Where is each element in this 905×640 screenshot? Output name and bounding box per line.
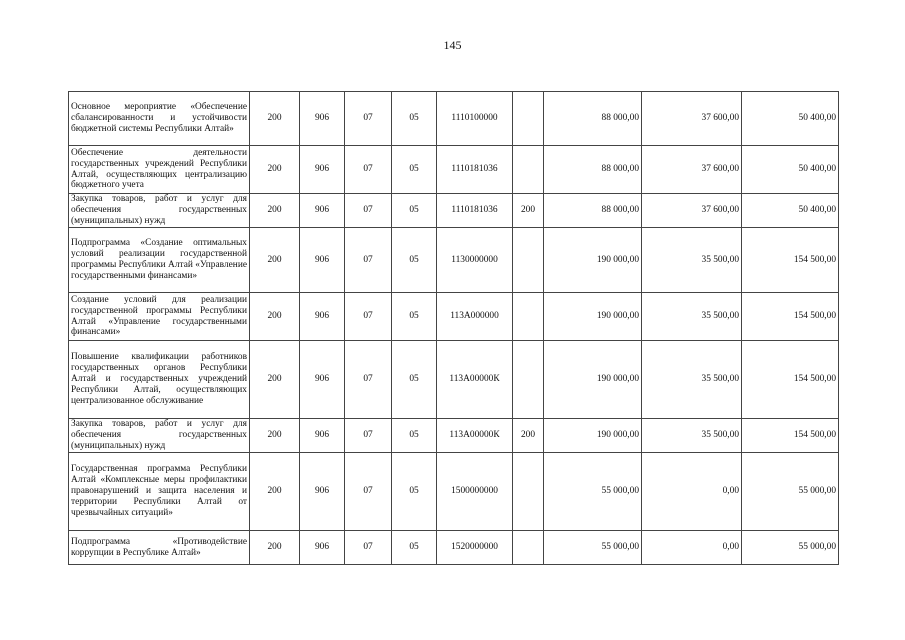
row-code-cell: 200 <box>250 146 300 194</box>
row-target-code-cell: 113А000000 <box>437 293 513 341</box>
row-target-code-cell: 1130000000 <box>437 228 513 293</box>
row-name-cell: Закупка товаров, работ и услуг для обеспечения государственных (муниципальных) нужд <box>69 419 250 453</box>
row-expense-type-cell: 200 <box>513 194 544 228</box>
page-number: 145 <box>443 38 462 52</box>
row-name-cell: Обеспечение деятельности государственных учреждений Республики Алтай, осуществляющих централизацию бюджетного учета <box>69 146 250 194</box>
row-amount-change-cell: 37 600,00 <box>642 146 742 194</box>
row-ministry-cell: 906 <box>300 341 345 419</box>
row-section-cell: 07 <box>345 453 392 531</box>
row-amount-result-cell: 154 500,00 <box>742 293 839 341</box>
row-expense-type-cell <box>513 92 544 146</box>
row-amount-total-cell: 55 000,00 <box>544 531 642 565</box>
table-row <box>69 293 839 341</box>
row-amount-total-cell: 88 000,00 <box>544 92 642 146</box>
row-code-cell: 200 <box>250 194 300 228</box>
row-ministry-cell: 906 <box>300 92 345 146</box>
row-ministry-cell: 906 <box>300 531 345 565</box>
row-name-cell: Создание условий для реализации государственной программы Республики Алтай «Управление государственными финансами» <box>69 293 250 341</box>
row-code-cell: 200 <box>250 341 300 419</box>
row-subsection-cell: 05 <box>392 419 437 453</box>
row-amount-change-cell: 35 500,00 <box>642 293 742 341</box>
table-row <box>69 531 839 565</box>
row-target-code-cell: 113А00000К <box>437 341 513 419</box>
row-code-cell: 200 <box>250 531 300 565</box>
row-amount-total-cell: 55 000,00 <box>544 453 642 531</box>
row-amount-result-cell: 154 500,00 <box>742 341 839 419</box>
row-amount-total-cell: 88 000,00 <box>544 146 642 194</box>
row-name-cell: Государственная программа Республики Алтай «Комплексные меры профилактики правонарушений и защита населения и территории Республики Алтай от чрезвычайных ситуаций» <box>69 453 250 531</box>
row-amount-total-cell: 88 000,00 <box>544 194 642 228</box>
row-amount-change-cell: 35 500,00 <box>642 419 742 453</box>
row-expense-type-cell <box>513 146 544 194</box>
table-row <box>69 228 839 293</box>
row-subsection-cell: 05 <box>392 194 437 228</box>
table-row <box>69 453 839 531</box>
row-subsection-cell: 05 <box>392 146 437 194</box>
row-code-cell: 200 <box>250 92 300 146</box>
row-target-code-cell: 1110181036 <box>437 146 513 194</box>
row-amount-total-cell: 190 000,00 <box>544 293 642 341</box>
row-section-cell: 07 <box>345 531 392 565</box>
row-amount-total-cell: 190 000,00 <box>544 419 642 453</box>
row-target-code-cell: 1110100000 <box>437 92 513 146</box>
row-target-code-cell: 1500000000 <box>437 453 513 531</box>
budget-table <box>68 91 839 565</box>
row-ministry-cell: 906 <box>300 453 345 531</box>
row-ministry-cell: 906 <box>300 419 345 453</box>
row-amount-result-cell: 50 400,00 <box>742 194 839 228</box>
row-section-cell: 07 <box>345 146 392 194</box>
row-name-cell: Повышение квалификации работников государственных органов Республики Алтай и государственных учреждений Республики Алтай, осуществляющих централизованное обслуживание <box>69 341 250 419</box>
row-expense-type-cell <box>513 531 544 565</box>
row-amount-change-cell: 0,00 <box>642 531 742 565</box>
row-section-cell: 07 <box>345 92 392 146</box>
row-target-code-cell: 113А00000К <box>437 419 513 453</box>
row-code-cell: 200 <box>250 228 300 293</box>
row-expense-type-cell <box>513 228 544 293</box>
row-subsection-cell: 05 <box>392 228 437 293</box>
row-target-code-cell: 1520000000 <box>437 531 513 565</box>
row-name-cell: Закупка товаров, работ и услуг для обеспечения государственных (муниципальных) нужд <box>69 194 250 228</box>
row-section-cell: 07 <box>345 341 392 419</box>
table-row <box>69 341 839 419</box>
row-expense-type-cell: 200 <box>513 419 544 453</box>
table-body <box>69 92 839 565</box>
row-expense-type-cell <box>513 341 544 419</box>
table-row <box>69 419 839 453</box>
row-ministry-cell: 906 <box>300 228 345 293</box>
row-subsection-cell: 05 <box>392 341 437 419</box>
row-amount-total-cell: 190 000,00 <box>544 341 642 419</box>
row-amount-result-cell: 55 000,00 <box>742 453 839 531</box>
row-expense-type-cell <box>513 453 544 531</box>
row-amount-change-cell: 35 500,00 <box>642 341 742 419</box>
row-amount-change-cell: 35 500,00 <box>642 228 742 293</box>
row-amount-change-cell: 37 600,00 <box>642 92 742 146</box>
row-amount-result-cell: 50 400,00 <box>742 92 839 146</box>
row-subsection-cell: 05 <box>392 92 437 146</box>
row-code-cell: 200 <box>250 453 300 531</box>
table-row <box>69 92 839 146</box>
row-expense-type-cell <box>513 293 544 341</box>
row-target-code-cell: 1110181036 <box>437 194 513 228</box>
row-amount-change-cell: 37 600,00 <box>642 194 742 228</box>
row-amount-result-cell: 55 000,00 <box>742 531 839 565</box>
row-ministry-cell: 906 <box>300 194 345 228</box>
row-code-cell: 200 <box>250 419 300 453</box>
row-name-cell: Подпрограмма «Противодействие коррупции в Республике Алтай» <box>69 531 250 565</box>
row-amount-result-cell: 154 500,00 <box>742 228 839 293</box>
row-code-cell: 200 <box>250 293 300 341</box>
row-amount-result-cell: 154 500,00 <box>742 419 839 453</box>
row-section-cell: 07 <box>345 228 392 293</box>
row-section-cell: 07 <box>345 419 392 453</box>
row-subsection-cell: 05 <box>392 293 437 341</box>
row-section-cell: 07 <box>345 293 392 341</box>
row-name-cell: Подпрограмма «Создание оптимальных условий реализации государственной программы Республики Алтай «Управление государственными финансами» <box>69 228 250 293</box>
row-subsection-cell: 05 <box>392 531 437 565</box>
row-subsection-cell: 05 <box>392 453 437 531</box>
row-amount-change-cell: 0,00 <box>642 453 742 531</box>
row-amount-total-cell: 190 000,00 <box>544 228 642 293</box>
row-name-cell: Основное мероприятие «Обеспечение сбалансированности и устойчивости бюджетной системы Республики Алтай» <box>69 92 250 146</box>
row-section-cell: 07 <box>345 194 392 228</box>
row-amount-result-cell: 50 400,00 <box>742 146 839 194</box>
row-ministry-cell: 906 <box>300 293 345 341</box>
table-row <box>69 194 839 228</box>
table-row <box>69 146 839 194</box>
row-ministry-cell: 906 <box>300 146 345 194</box>
